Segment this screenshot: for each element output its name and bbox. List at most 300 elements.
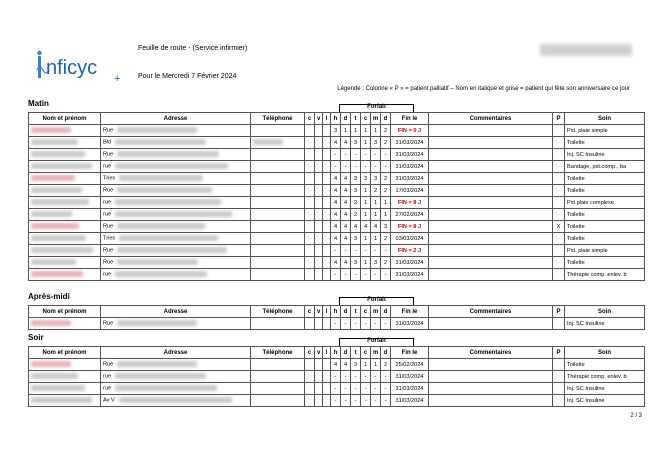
palliative-cell <box>553 383 565 395</box>
flag-cell <box>315 269 323 281</box>
column-header-d2: d <box>381 113 391 125</box>
forfait-cell-d: 4 <box>341 173 351 185</box>
section-1 <box>28 292 644 338</box>
redacted-name <box>31 187 82 193</box>
palliative-cell <box>553 257 565 269</box>
section-title: Soir <box>28 333 44 342</box>
forfait-cell-t: 3 <box>351 257 361 269</box>
comments-cell <box>429 359 553 371</box>
care-cell: Thérapie comp. enlev. b <box>565 269 645 281</box>
flag-cell <box>315 149 323 161</box>
column-header-fin: Fin le <box>391 306 429 318</box>
table-row[interactable] <box>29 245 645 257</box>
phone-cell <box>251 269 305 281</box>
forfait-cell-d2: 3 <box>381 221 391 233</box>
redacted-address <box>119 175 203 181</box>
redacted-address <box>117 127 197 133</box>
palliative-cell: X <box>553 221 565 233</box>
column-header-d2: d <box>381 347 391 359</box>
column-header-m: m <box>371 347 381 359</box>
column-header-c2: c <box>361 113 371 125</box>
care-cell: Pst. plaie simple <box>565 245 645 257</box>
flag-cell <box>323 173 331 185</box>
care-cell: Inj. SC Insuline <box>565 318 645 330</box>
flag-cell <box>323 137 331 149</box>
comments-cell <box>429 137 553 149</box>
flag-cell <box>323 233 331 245</box>
forfait-cell-t: 3 <box>351 359 361 371</box>
flag-cell <box>323 318 331 330</box>
redacted-address <box>115 211 232 217</box>
column-header-comments: Commentaires <box>429 306 553 318</box>
section-2 <box>28 333 644 415</box>
forfait-cell-m: 3 <box>371 137 381 149</box>
forfait-cell-m: - <box>371 371 381 383</box>
column-header-v: v <box>315 306 323 318</box>
table-row[interactable] <box>29 359 645 371</box>
care-cell: Toilette <box>565 173 645 185</box>
palliative-cell <box>553 209 565 221</box>
forfait-cell-h: - <box>331 371 341 383</box>
table-header-row <box>29 113 645 125</box>
palliative-cell <box>553 125 565 137</box>
redacted-name <box>31 385 85 391</box>
flag-cell <box>305 359 315 371</box>
section-title: Après-midi <box>28 292 70 301</box>
comments-cell <box>429 245 553 257</box>
end-date-cell: FIN = 2 J <box>391 245 429 257</box>
column-header-c: c <box>305 306 315 318</box>
care-cell: Toilette <box>565 257 645 269</box>
column-header-c2: c <box>361 306 371 318</box>
end-date-cell: 27/02/2024 <box>391 209 429 221</box>
flag-cell <box>315 221 323 233</box>
forfait-cell-m: 2 <box>371 185 381 197</box>
redacted-header-info <box>540 44 632 56</box>
flag-cell <box>323 221 331 233</box>
address-prefix: Rue <box>103 223 114 230</box>
forfait-cell-d: 4 <box>341 359 351 371</box>
forfait-cell-m: 1 <box>371 197 381 209</box>
palliative-cell <box>553 233 565 245</box>
redacted-name <box>31 127 71 133</box>
patient-name-cell <box>29 149 101 161</box>
column-header-phone: Téléphone <box>251 306 305 318</box>
forfait-cell-t: 3 <box>351 173 361 185</box>
forfait-cell-d: 4 <box>341 185 351 197</box>
care-cell: Inj. SC Insuline <box>565 395 645 407</box>
forfait-cell-d: - <box>341 161 351 173</box>
column-header-soin: Soin <box>565 306 645 318</box>
table-row[interactable] <box>29 197 645 209</box>
column-header-t: t <box>351 113 361 125</box>
forfait-label: Forfait <box>367 338 386 344</box>
flag-cell <box>323 245 331 257</box>
phone-cell <box>251 359 305 371</box>
redacted-address <box>117 151 219 157</box>
end-date-cell: 31/03/2024 <box>391 318 429 330</box>
forfait-cell-d: 4 <box>341 221 351 233</box>
phone-cell <box>251 395 305 407</box>
palliative-cell <box>553 197 565 209</box>
flag-cell <box>315 318 323 330</box>
forfait-cell-c: 1 <box>361 359 371 371</box>
forfait-cell-t: 1 <box>351 125 361 137</box>
column-header-comments: Commentaires <box>429 347 553 359</box>
column-header-c2: c <box>361 347 371 359</box>
comments-cell <box>429 269 553 281</box>
redacted-address <box>115 271 207 277</box>
column-header-phone: Téléphone <box>251 113 305 125</box>
care-cell: Toilette <box>565 209 645 221</box>
end-date-cell: 31/03/2024 <box>391 257 429 269</box>
forfait-cell-c: 1 <box>361 125 371 137</box>
end-date-cell: 31/03/2024 <box>391 137 429 149</box>
address-prefix: Rue <box>103 187 114 194</box>
palliative-cell <box>553 395 565 407</box>
forfait-cell-m: 3 <box>371 257 381 269</box>
table-row[interactable] <box>29 269 645 281</box>
column-header-m: m <box>371 306 381 318</box>
column-header-d: d <box>341 113 351 125</box>
forfait-cell-c: 4 <box>361 221 371 233</box>
forfait-cell-d2: 1 <box>381 197 391 209</box>
redacted-name <box>31 259 76 265</box>
patient-name-cell <box>29 221 101 233</box>
forfait-cell-t: 3 <box>351 233 361 245</box>
care-cell: Bandage, pst.comp., ba <box>565 161 645 173</box>
end-date-cell: 31/03/2024 <box>391 149 429 161</box>
forfait-cell-c: 1 <box>361 209 371 221</box>
patient-name-cell <box>29 269 101 281</box>
forfait-cell-h: 4 <box>331 185 341 197</box>
table-row[interactable] <box>29 395 645 407</box>
address-prefix: Tries <box>103 235 116 242</box>
address-cell <box>101 318 251 330</box>
address-prefix: Rue <box>103 320 114 327</box>
comments-cell <box>429 318 553 330</box>
table-row[interactable] <box>29 185 645 197</box>
forfait-cell-d2: 2 <box>381 173 391 185</box>
forfait-cell-t: 4 <box>351 221 361 233</box>
table-row[interactable] <box>29 257 645 269</box>
forfait-cell-d2: - <box>381 245 391 257</box>
phone-cell <box>251 318 305 330</box>
forfait-cell-h: 4 <box>331 209 341 221</box>
forfait-cell-h: 4 <box>331 221 341 233</box>
forfait-cell-h: - <box>331 383 341 395</box>
forfait-cell-m: - <box>371 161 381 173</box>
comments-cell <box>429 209 553 221</box>
care-cell: Toilette <box>565 185 645 197</box>
phone-cell <box>251 173 305 185</box>
flag-cell <box>305 245 315 257</box>
forfait-cell-c: - <box>361 245 371 257</box>
sheet-title: Feuille de route - (Service infirmier) <box>138 45 248 52</box>
flag-cell <box>305 318 315 330</box>
column-header-d2: d <box>381 306 391 318</box>
flag-cell <box>315 233 323 245</box>
end-date-cell: 31/03/2024 <box>391 161 429 173</box>
address-cell <box>101 257 251 269</box>
column-header-comments: Commentaires <box>429 113 553 125</box>
forfait-cell-d: - <box>341 269 351 281</box>
comments-cell <box>429 197 553 209</box>
flag-cell <box>315 257 323 269</box>
forfait-cell-d2: 2 <box>381 233 391 245</box>
forfait-cell-d: 4 <box>341 257 351 269</box>
table-row[interactable] <box>29 233 645 245</box>
care-cell: Inj. SC Insuline <box>565 149 645 161</box>
address-prefix: Av V <box>103 397 115 404</box>
column-header-name: Nom et prénom <box>29 347 101 359</box>
forfait-cell-d: - <box>341 245 351 257</box>
redacted-name <box>31 211 72 217</box>
forfait-label: Forfait <box>367 104 386 110</box>
column-header-c: c <box>305 347 315 359</box>
redacted-address <box>117 361 197 367</box>
patient-name-cell <box>29 233 101 245</box>
redacted-name <box>31 151 85 157</box>
flag-cell <box>323 149 331 161</box>
address-cell <box>101 161 251 173</box>
palliative-cell <box>553 185 565 197</box>
end-date-cell: 31/03/2024 <box>391 371 429 383</box>
forfait-cell-d2: 2 <box>381 185 391 197</box>
forfait-cell-h: - <box>331 149 341 161</box>
address-cell <box>101 371 251 383</box>
page-number: 2 / 3 <box>630 413 642 419</box>
flag-cell <box>323 161 331 173</box>
phone-cell <box>251 221 305 233</box>
care-cell: Inj. SC Insuline <box>565 383 645 395</box>
sheet-date: Pour le Mercredi 7 Février 2024 <box>138 73 237 80</box>
forfait-cell-d: - <box>341 371 351 383</box>
care-cell: Pst plaie complexe <box>565 197 645 209</box>
forfait-cell-m: 1 <box>371 125 381 137</box>
flag-cell <box>315 209 323 221</box>
flag-cell <box>323 371 331 383</box>
column-header-h: h <box>331 113 341 125</box>
end-date-cell: 31/03/2024 <box>391 269 429 281</box>
forfait-cell-h: 4 <box>331 257 341 269</box>
column-header-t: t <box>351 306 361 318</box>
flag-cell <box>323 209 331 221</box>
comments-cell <box>429 149 553 161</box>
address-cell <box>101 269 251 281</box>
address-prefix: rue <box>103 271 112 278</box>
flag-cell <box>323 125 331 137</box>
schedule-table <box>28 346 645 407</box>
flag-cell <box>305 257 315 269</box>
flag-cell <box>315 161 323 173</box>
redacted-name <box>31 235 86 241</box>
forfait-cell-d2: 2 <box>381 359 391 371</box>
palliative-cell <box>553 359 565 371</box>
forfait-cell-c: - <box>361 161 371 173</box>
forfait-cell-d2: 2 <box>381 257 391 269</box>
phone-cell <box>251 209 305 221</box>
column-header-p: P <box>553 347 565 359</box>
patient-name-cell <box>29 173 101 185</box>
table-row[interactable] <box>29 161 645 173</box>
comments-cell <box>429 161 553 173</box>
redacted-name <box>31 397 92 403</box>
forfait-cell-t: 2 <box>351 197 361 209</box>
table-row[interactable] <box>29 149 645 161</box>
forfait-cell-d2: - <box>381 269 391 281</box>
forfait-cell-m: - <box>371 318 381 330</box>
forfait-cell-d2: - <box>381 149 391 161</box>
forfait-cell-h: - <box>331 245 341 257</box>
comments-cell <box>429 371 553 383</box>
table-row[interactable] <box>29 318 645 330</box>
column-header-phone: Téléphone <box>251 347 305 359</box>
care-cell: Toilette <box>565 221 645 233</box>
forfait-cell-c: - <box>361 371 371 383</box>
address-cell <box>101 395 251 407</box>
redacted-address <box>115 385 217 391</box>
flag-cell <box>315 185 323 197</box>
address-prefix: Rue <box>103 127 114 134</box>
forfait-cell-c: - <box>361 318 371 330</box>
forfait-cell-t: - <box>351 383 361 395</box>
phone-cell <box>251 245 305 257</box>
flag-cell <box>305 125 315 137</box>
address-cell <box>101 125 251 137</box>
end-date-cell: 31/03/2024 <box>391 383 429 395</box>
table-row[interactable] <box>29 221 645 233</box>
table-row[interactable] <box>29 125 645 137</box>
phone-cell <box>251 125 305 137</box>
flag-cell <box>305 197 315 209</box>
column-header-fin: Fin le <box>391 113 429 125</box>
column-header-address: Adresse <box>101 306 251 318</box>
flag-cell <box>315 125 323 137</box>
palliative-cell <box>553 173 565 185</box>
comments-cell <box>429 395 553 407</box>
forfait-cell-d: 4 <box>341 209 351 221</box>
address-cell <box>101 185 251 197</box>
schedule-table <box>28 112 645 281</box>
address-cell <box>101 149 251 161</box>
redacted-name <box>31 373 78 379</box>
flag-cell <box>305 221 315 233</box>
patient-name-cell <box>29 197 101 209</box>
redacted-name <box>31 163 92 169</box>
flag-cell <box>305 149 315 161</box>
table-header-row <box>29 347 645 359</box>
comments-cell <box>429 125 553 137</box>
logo-plus: + <box>114 73 121 84</box>
forfait-cell-d: 4 <box>341 137 351 149</box>
redacted-phone <box>253 139 283 145</box>
forfait-cell-h: - <box>331 395 341 407</box>
table-row[interactable] <box>29 137 645 149</box>
column-header-address: Adresse <box>101 113 251 125</box>
table-row[interactable] <box>29 383 645 395</box>
column-header-d: d <box>341 347 351 359</box>
redacted-name <box>31 247 93 253</box>
redacted-name <box>31 223 79 229</box>
flag-cell <box>305 185 315 197</box>
redacted-name <box>31 199 89 205</box>
forfait-cell-t: - <box>351 245 361 257</box>
column-header-d: d <box>341 306 351 318</box>
phone-cell <box>251 257 305 269</box>
flag-cell <box>305 269 315 281</box>
redacted-address <box>115 199 221 205</box>
end-date-cell: 31/03/2024 <box>391 173 429 185</box>
table-row[interactable] <box>29 173 645 185</box>
schedule-table <box>28 305 645 330</box>
flag-cell <box>315 359 323 371</box>
table-row[interactable] <box>29 209 645 221</box>
column-header-m: m <box>371 113 381 125</box>
forfait-cell-d: - <box>341 318 351 330</box>
phone-cell <box>251 137 305 149</box>
address-prefix: rue <box>103 163 112 170</box>
flag-cell <box>323 257 331 269</box>
forfait-label: Forfait <box>367 297 386 303</box>
column-header-name: Nom et prénom <box>29 113 101 125</box>
table-row[interactable] <box>29 371 645 383</box>
end-date-cell: FIN = 8 J <box>391 197 429 209</box>
forfait-cell-t: - <box>351 161 361 173</box>
redacted-address <box>115 163 228 169</box>
section-title: Matin <box>28 99 49 108</box>
forfait-cell-t: - <box>351 149 361 161</box>
forfait-cell-m: 1 <box>371 359 381 371</box>
flag-cell <box>315 197 323 209</box>
column-header-address: Adresse <box>101 347 251 359</box>
address-prefix: Rue <box>103 151 114 158</box>
forfait-cell-d2: 1 <box>381 209 391 221</box>
address-cell <box>101 137 251 149</box>
forfait-cell-d: 4 <box>341 233 351 245</box>
forfait-cell-c: - <box>361 395 371 407</box>
palliative-cell <box>553 371 565 383</box>
comments-cell <box>429 257 553 269</box>
care-cell: Thérapie comp. enlev. b <box>565 371 645 383</box>
comments-cell <box>429 233 553 245</box>
column-header-l: l <box>323 306 331 318</box>
phone-cell <box>251 197 305 209</box>
column-header-fin: Fin le <box>391 347 429 359</box>
redacted-address <box>115 373 206 379</box>
patient-name-cell <box>29 185 101 197</box>
redacted-address <box>119 397 232 403</box>
forfait-cell-t: - <box>351 371 361 383</box>
redacted-name <box>31 320 71 326</box>
section-0 <box>28 99 644 289</box>
forfait-cell-c: - <box>361 269 371 281</box>
forfait-cell-d: 1 <box>341 125 351 137</box>
redacted-name <box>31 361 71 367</box>
address-prefix: rue <box>103 373 112 380</box>
column-header-soin: Soin <box>565 347 645 359</box>
column-header-v: v <box>315 347 323 359</box>
palliative-cell <box>553 318 565 330</box>
flag-cell <box>305 383 315 395</box>
forfait-cell-d2: - <box>381 161 391 173</box>
address-cell <box>101 359 251 371</box>
forfait-cell-t: - <box>351 395 361 407</box>
patient-name-cell <box>29 137 101 149</box>
legend-text: Légende : Colonne « P » = patient palliatif – Nom en italique et grisé = patient qui fête son anniversaire ce jour <box>337 86 630 92</box>
forfait-cell-t: - <box>351 269 361 281</box>
palliative-cell <box>553 161 565 173</box>
